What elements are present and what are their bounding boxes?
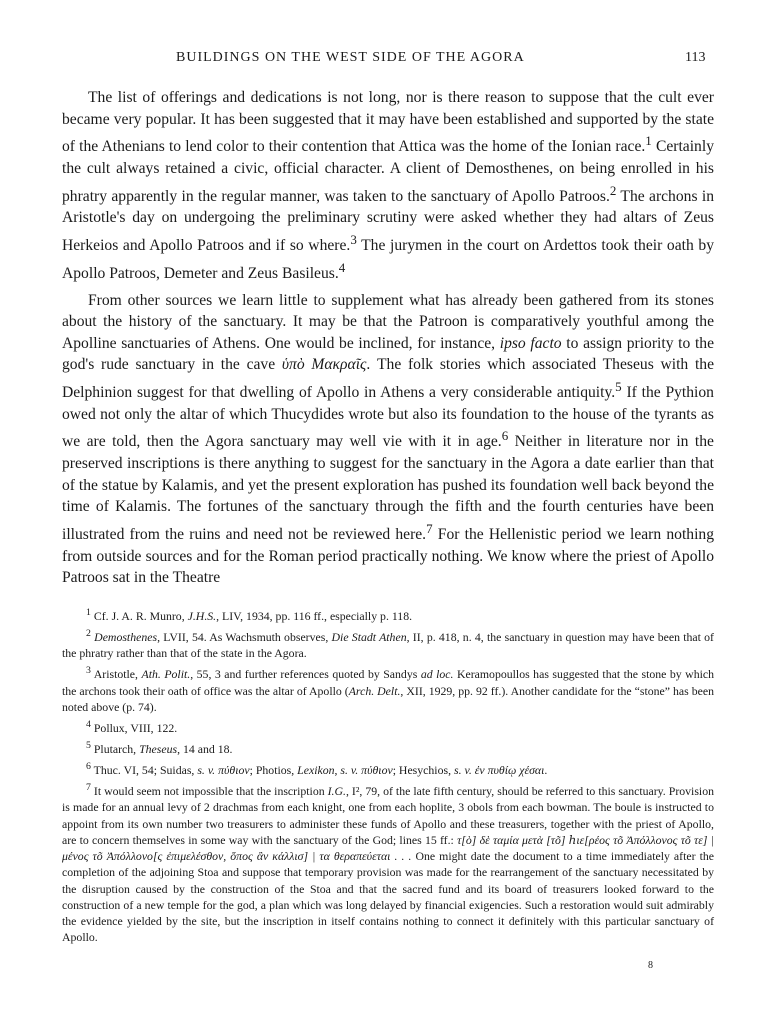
text-run: One might date the document to a time immediately after the completion of the adjoining Stoa and suppose that temporary provision was made for the rearrangement of the sanctuary necessitated by the disruption caused by the construction of the Stoa and that the sacred fund and its board of treasurers looked forward to the construction of a new temple for the god, a plan which was long delayed by financial exigencies. Such a restoration would suit admirably the evidence yielded by the site, but the inscription in itself contains nothing to connect it definitely with this particular sanctuary of Apollo.: [62, 849, 714, 945]
italic-phrase: J.H.S.: [187, 608, 217, 623]
text-run: From other sources we learn little to supplement what has already been gathered from its stones about the history of the sanctuary. It may be that the Patroon is comparatively youthful among the Apolline sanctuaries of Athens. One would be inclined, for instance,: [62, 291, 714, 352]
text-run: Thuc. VI, 54; Suidas,: [90, 763, 198, 778]
italic-phrase: Lexikon: [297, 763, 335, 778]
text-run: , LIV, 1934, pp. 116 ff., especially p. 118.: [216, 608, 413, 623]
text-run: , LVII, 54. As Wachsmuth observes,: [157, 630, 332, 645]
footnote-number: 7: [86, 782, 91, 794]
text-run: The jurymen in the court on Ardettos took their oath by Apollo Patroos, Demeter and Zeus Basileus.: [62, 237, 714, 282]
text-run: For the Hellenistic period we learn nothing from outside sources and for the Roman period practically nothing. We know where the priest of Apollo Patroos sat in the Theatre: [62, 526, 714, 587]
greek-phrase: πύθιον: [215, 763, 250, 778]
footnote-5: [62, 738, 714, 757]
footnote-ref: 4: [338, 259, 346, 275]
text-run: , 55, 3 and further references quoted by Sandys: [190, 667, 421, 682]
footnote-ref: 7: [426, 520, 433, 536]
paragraph-1: [62, 87, 714, 285]
page-number: 113: [685, 50, 706, 65]
text-run: Pollux, VIII, 122.: [90, 720, 178, 735]
footnote-ref: 5: [615, 378, 622, 394]
footnote-number: 1: [86, 607, 91, 618]
greek-phrase: ὑπὸ Μακραῖς: [281, 356, 367, 374]
footnote-ref: 6: [501, 428, 509, 444]
italic-phrase: ipso facto: [499, 334, 562, 352]
footnote-number: 2: [86, 628, 91, 640]
text-run: , XII, 1929, pp. 92 ff.). Another candidate for the “stone” has been noted above (p. 74).: [62, 683, 714, 714]
italic-phrase: s. v.: [340, 763, 359, 778]
signature-mark: 8: [648, 960, 653, 971]
text-run: The list of offerings and dedications is not long, nor is there reason to suppose that the cult ever became very popular. It has been suggested that it may have been established and supported by the state of the Athenians to lend color to their contention that Attica was the home of the Ionian race.: [62, 89, 714, 156]
text-run: Plutarch,: [90, 742, 140, 757]
footnote-number: 4: [86, 718, 91, 730]
text-run: ,: [334, 763, 341, 778]
body-text: [62, 87, 714, 594]
footnote-number: 6: [86, 761, 91, 773]
text-run: ; Hesychios,: [392, 763, 454, 778]
text-run: to assign priority to the god's rude sanctuary in the cave: [62, 334, 715, 374]
text-run: If the Pythion owed not only the altar of which Thucydides wrote but also its foundation to the house of the tyrants as we are told, then the Agora sanctuary may well vie with it in age.: [62, 384, 714, 451]
text-run: It would seem not impossible that the inscription: [90, 784, 328, 799]
text-run: Neither in literature nor in the preserved inscriptions is there anything to suggest for the sanctuary in the Agora a date earlier than that of the statue by Kalamis, and yet the present exploration has pushed its foundation well back beyond the time of Kalamis. The fortunes of the sanctuary through the fifth and the fourth centuries have been illustrated from the ruins and need not be reviewed here.: [62, 433, 714, 543]
text-run: Certainly the cult always retained a civic, official character. A client of Demosthenes, on being enrolled in his phratry apparently in the regular manner, was taken to the sanctuary of Apollo Patroos.: [62, 138, 714, 205]
italic-phrase: I.G.: [327, 784, 346, 799]
running-header: BUILDINGS ON THE WEST SIDE OF THE AGORA: [176, 50, 525, 65]
text-run: Aristotle,: [90, 667, 142, 682]
footnote-ref: 1: [645, 133, 652, 149]
text-run: . The folk stories which associated Theseus with the Delphinion suggest for that dwelling of Apollo in Athens a very considerable antiquity.: [62, 356, 714, 402]
footnote-number: 5: [86, 740, 91, 752]
paragraph-2: [62, 290, 714, 589]
text-run: Keramopoullos has suggested that the stone by which the archons took their oath of office was the altar of Apollo (: [62, 667, 715, 698]
text-run: ; Photios,: [249, 763, 298, 778]
text-run: , II, p. 418, n. 4, the sanctuary in question may have been that of the phratry rather than that of the state in the Agora.: [62, 630, 714, 661]
footnote-number: 3: [86, 665, 91, 677]
text-run: The archons in Aristotle's day on undergoing the preliminary scrutiny were asked whether they had altars of Zeus Herkeios and Apollo Patroos and if so where.: [62, 187, 714, 255]
greek-phrase: ἐν πυθίῳ χέσαι: [471, 763, 545, 778]
footnote-7: [62, 780, 714, 945]
footnote-4: [62, 717, 714, 736]
italic-phrase: Arch. Delt.: [348, 683, 401, 698]
italic-phrase: ad loc.: [420, 667, 454, 682]
italic-phrase: s. v.: [197, 763, 216, 778]
text-run: Cf. J. A. R. Munro,: [90, 608, 188, 623]
text-run: , 14 and 18.: [177, 742, 233, 757]
footnote-1: [62, 605, 714, 624]
text-run: , I², 79, of the late fifth century, should be referred to this sanctuary. Provision is made for an annual levy of 2 drachmas from each knight, one from each hoplite, 3 obols from each bowman. The boule is instructed to appoint from its own number two treasurers to administer these funds of Apollo and these treasurers, together with the priest of Apollo, are to concern themselves in some way with the sanctuary of the God; lines 15 ff.:: [62, 784, 714, 847]
italic-phrase: Die Stadt Athen: [331, 630, 407, 645]
footnote-6: [62, 759, 714, 778]
footnote-3: [62, 663, 714, 715]
footnotes: [62, 605, 714, 947]
greek-phrase: τ[ὸ] δὲ ταμία μετὰ [τõ] ℎιε[ρέος τõ Ἀπόλλονος τõ τε] | μένος τõ Ἀπόλλονο[ς ἐπιμελέσθον, ὅπος ἂν κάλλισ] | τα θεραπεύεται . . .: [62, 832, 714, 864]
text-run: .: [544, 763, 548, 778]
footnote-ref: 3: [350, 231, 357, 247]
italic-phrase: Theseus: [139, 742, 178, 757]
italic-phrase: s. v.: [453, 763, 472, 778]
italic-phrase: Demosthenes: [94, 630, 158, 645]
footnote-ref: 2: [609, 182, 617, 198]
italic-phrase: Ath. Polit.: [141, 667, 191, 682]
footnote-2: [62, 626, 714, 661]
greek-phrase: πύθιον: [358, 763, 393, 778]
